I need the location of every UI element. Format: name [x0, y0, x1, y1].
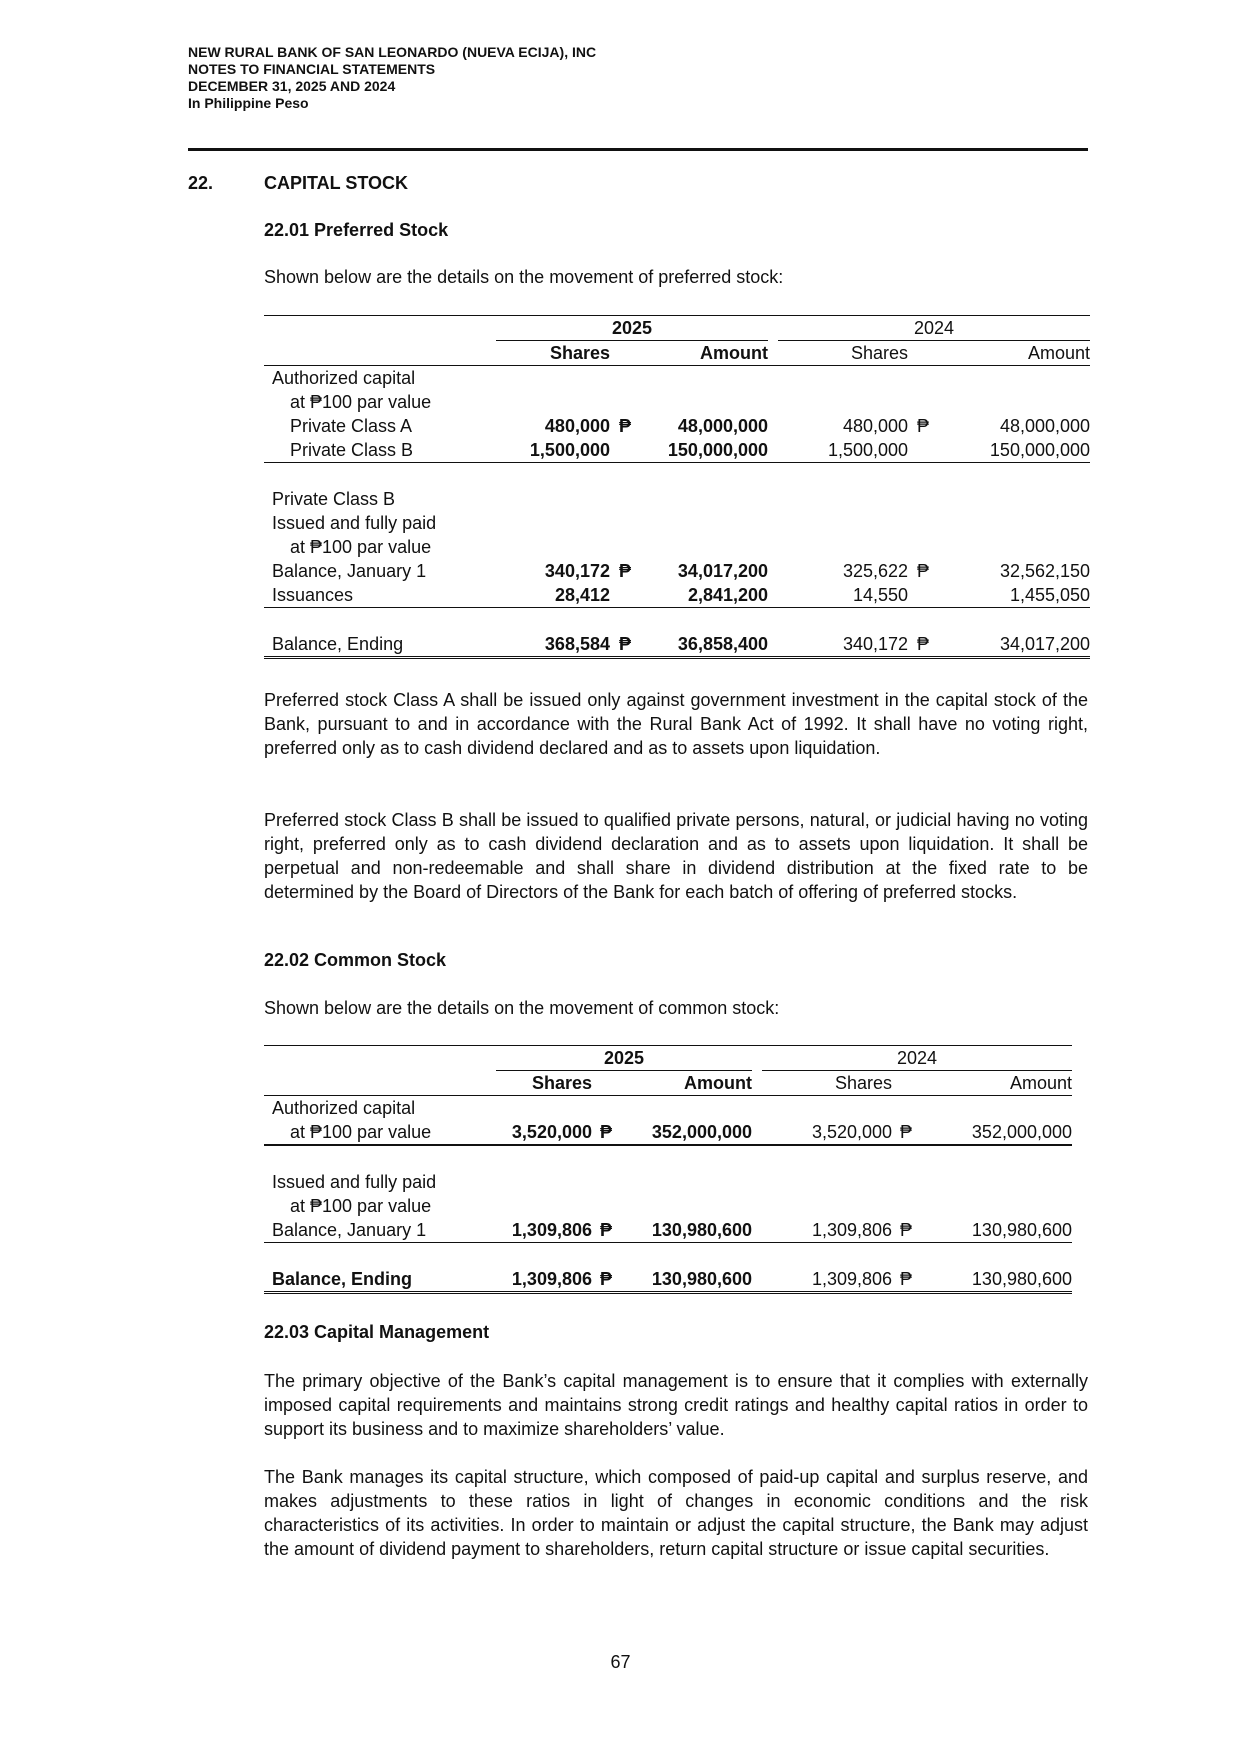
shares-2025: 1,309,806 [496, 1267, 592, 1293]
row-label: Balance, January 1 [264, 1218, 496, 1243]
peso-sign: ₱ [892, 1218, 920, 1243]
shares-2024: 1,500,000 [778, 438, 908, 463]
row-label: Balance, Ending [264, 632, 496, 658]
amount-column-header: Amount [640, 341, 768, 366]
table-row [264, 366, 1090, 391]
amount-column-header: Amount [620, 1071, 752, 1096]
shares-2024: 340,172 [778, 632, 908, 658]
table-row [264, 608, 1090, 633]
row-label: at ₱100 par value [290, 392, 432, 412]
amount-2025: 130,980,600 [620, 1218, 752, 1243]
peso-sign: ₱ [917, 561, 930, 581]
row-label: at ₱100 par value [290, 1196, 432, 1216]
table-row [264, 1267, 1072, 1293]
bank-name: NEW RURAL BANK OF SAN LEONARDO (NUEVA ECIJA), INC [188, 44, 597, 60]
preferred-class-b-paragraph: Preferred stock Class B shall be issued to qualified private persons, natural, or judicial having no voting right, preferred only as to cash dividend declaration and as to assets upon liquidation. It shall be perpetual and non-redeemable and shall share in dividend distribution at the fixed rate to be determined by the Board of Directors of the Bank for each batch of offering of preferred stocks. [264, 810, 1088, 902]
year-2025-header: 2025 [496, 316, 768, 341]
amount-2025: 352,000,000 [620, 1120, 752, 1145]
peso-sign: ₱ [592, 1267, 620, 1293]
table-row [264, 414, 1090, 438]
row-label: Issued and fully paid [272, 1172, 437, 1192]
table-row [264, 487, 1090, 511]
shares-2025: 368,584 [496, 632, 610, 658]
row-label: Private Class A [290, 416, 413, 436]
table-row [264, 1243, 1072, 1268]
shares-column-header: Shares [762, 1071, 892, 1096]
preferred-stock-heading: 22.01 Preferred Stock [264, 220, 449, 240]
capital-management-paragraph-1: The primary objective of the Bank’s capital management is to ensure that it complies with externally imposed capital requirements and maintains strong credit ratings and healthy capital ratios in order to support its business and to maximize shareholders’ value. [264, 1371, 1088, 1439]
peso-sign: ₱ [610, 632, 640, 658]
shares-column-header: Shares [496, 341, 610, 366]
amount-column-header: Amount [920, 1071, 1072, 1096]
common-stock-heading: 22.02 Common Stock [264, 950, 447, 970]
amount-2025: 34,017,200 [677, 561, 769, 581]
row-label: Issuances [264, 583, 496, 608]
shares-2025: 3,520,000 [496, 1120, 592, 1145]
amount-2024: 130,980,600 [920, 1267, 1072, 1293]
table-row [264, 1170, 1072, 1194]
peso-sign: ₱ [618, 561, 631, 581]
table-row [264, 316, 1090, 341]
amount-column-header: Amount [938, 341, 1090, 366]
page-number: 67 [610, 1652, 631, 1672]
table-row [264, 1194, 1072, 1218]
row-label: Authorized capital [272, 368, 416, 388]
shares-2024: 1,309,806 [762, 1218, 892, 1243]
amount-2024: 34,017,200 [938, 632, 1090, 658]
table-row [264, 341, 1090, 366]
table-row [264, 559, 1090, 583]
amount-2024: 32,562,150 [999, 561, 1091, 581]
currency-note: In Philippine Peso [188, 95, 309, 111]
row-label: Balance, Ending [264, 1267, 496, 1293]
table-row [264, 1120, 1072, 1145]
peso-sign: ₱ [908, 632, 938, 658]
row-label: at ₱100 par value [290, 537, 432, 557]
row-label: at ₱100 par value [264, 1120, 496, 1145]
year-2024-header: 2024 [778, 316, 1090, 341]
preferred-stock-intro: Shown below are the details on the movement of preferred stock: [264, 267, 784, 287]
shares-2024: 480,000 [842, 416, 909, 436]
row-label: Private Class B [264, 438, 496, 463]
table-row [264, 632, 1090, 658]
report-title: NOTES TO FINANCIAL STATEMENTS [188, 61, 436, 77]
table-row [264, 535, 1090, 559]
peso-sign: ₱ [892, 1267, 920, 1293]
table-row [264, 1071, 1072, 1096]
table-row [264, 390, 1090, 414]
row-label: Private Class B [272, 489, 396, 509]
capital-management-paragraph-2: The Bank manages its capital structure, which composed of paid-up capital and surplus reserve, and makes adjustments to these ratios in light of changes in economic conditions and the risk characteristics of its activities. In order to maintain or adjust the capital structure, the Bank may adjust the amount of dividend payment to shareholders, return capital structure or issue capital securities. [264, 1467, 1088, 1559]
amount-2024: 1,455,050 [938, 583, 1090, 608]
shares-2025: 340,172 [544, 561, 610, 581]
shares-column-header: Shares [778, 341, 908, 366]
amount-2024: 150,000,000 [938, 438, 1090, 463]
amount-2024: 48,000,000 [999, 416, 1091, 436]
year-2025-header: 2025 [496, 1046, 752, 1071]
shares-2024: 3,520,000 [762, 1120, 892, 1145]
shares-column-header: Shares [496, 1071, 592, 1096]
section-number: 22. [188, 173, 214, 193]
shares-2024: 14,550 [778, 583, 908, 608]
common-stock-intro: Shown below are the details on the movement of common stock: [264, 998, 780, 1018]
amount-2025: 2,841,200 [640, 583, 768, 608]
amount-2024: 352,000,000 [920, 1120, 1072, 1145]
row-label: Authorized capital [272, 1098, 416, 1118]
shares-2024: 325,622 [842, 561, 909, 581]
shares-2025: 1,309,806 [496, 1218, 592, 1243]
peso-sign: ₱ [592, 1120, 620, 1145]
capital-management-heading: 22.03 Capital Management [264, 1322, 490, 1342]
amount-2025: 150,000,000 [640, 438, 768, 463]
table-row [264, 583, 1090, 608]
table-row [264, 1145, 1072, 1170]
table-row [264, 463, 1090, 488]
shares-2025: 480,000 [544, 416, 610, 436]
peso-sign: ₱ [892, 1120, 920, 1145]
table-row [264, 1218, 1072, 1243]
row-label: Balance, January 1 [272, 561, 427, 581]
row-label: Issued and fully paid [272, 513, 437, 533]
section-title: CAPITAL STOCK [264, 173, 409, 193]
peso-sign: ₱ [592, 1218, 620, 1243]
header-divider [188, 148, 1088, 151]
common-stock-table [264, 1045, 1072, 1294]
shares-2025: 1,500,000 [496, 438, 610, 463]
year-2024-header: 2024 [762, 1046, 1072, 1071]
document-header [188, 44, 596, 112]
table-row [264, 438, 1090, 463]
peso-sign: ₱ [618, 416, 631, 436]
report-date: DECEMBER 31, 2025 AND 2024 [188, 78, 396, 94]
table-row [264, 1046, 1072, 1071]
preferred-stock-table [264, 315, 1090, 659]
shares-2024: 1,309,806 [762, 1267, 892, 1293]
amount-2025: 130,980,600 [620, 1267, 752, 1293]
amount-2025: 48,000,000 [677, 416, 769, 436]
preferred-class-a-paragraph: Preferred stock Class A shall be issued only against government investment in the capital stock of the Bank, pursuant to and in accordance with the Rural Bank Act of 1992. It shall have no voting right, preferred only as to cash dividend declared and as to assets upon liquidation. [264, 690, 1088, 758]
amount-2024: 130,980,600 [920, 1218, 1072, 1243]
table-row [264, 511, 1090, 535]
amount-2025: 36,858,400 [640, 632, 768, 658]
shares-2025: 28,412 [496, 583, 610, 608]
table-row [264, 1096, 1072, 1121]
peso-sign: ₱ [917, 416, 930, 436]
